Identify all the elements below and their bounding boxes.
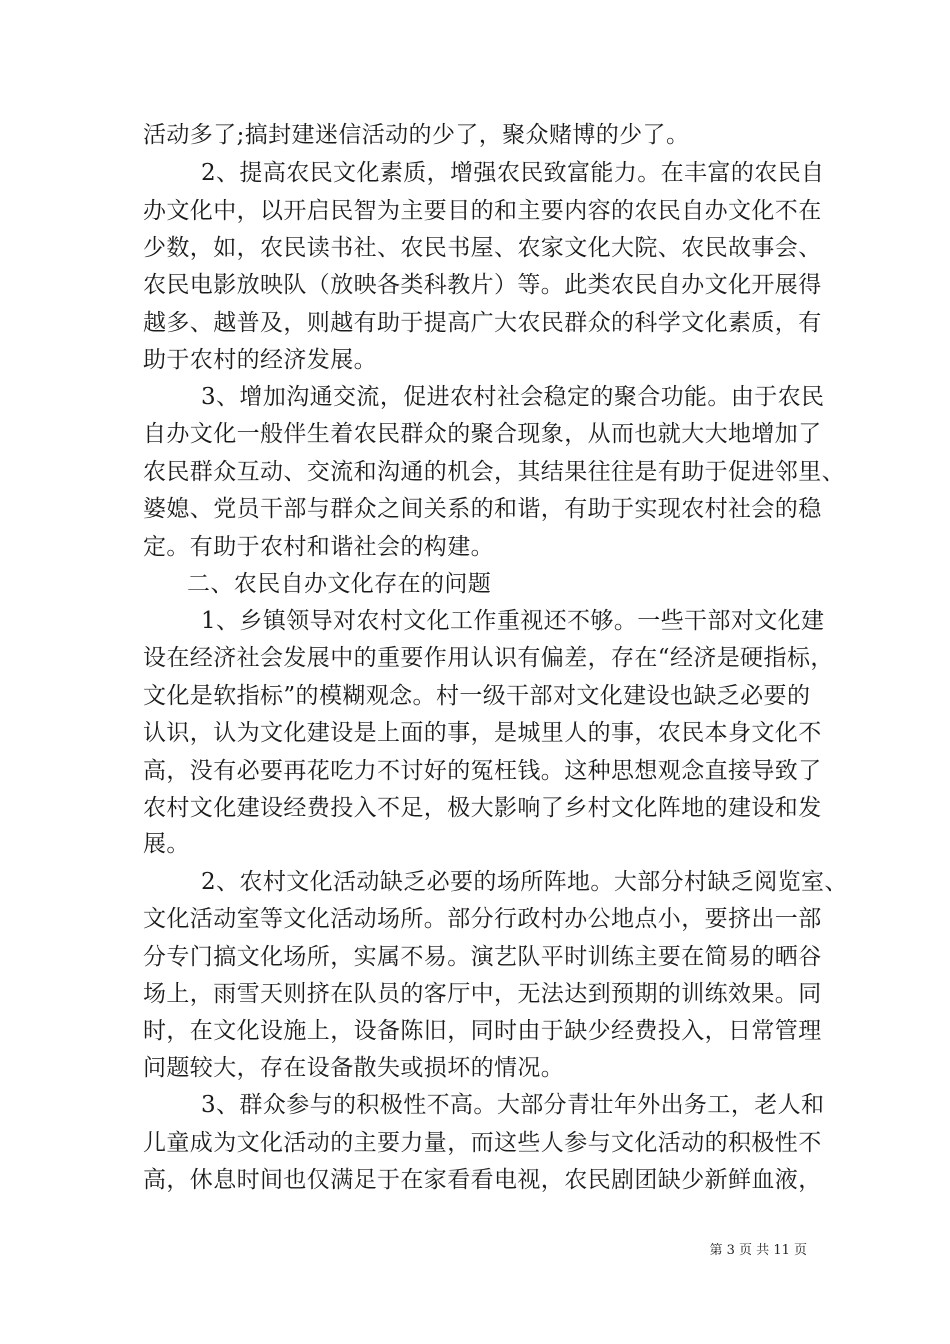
- text-line: 定。有助于农村和谐社会的构建。: [143, 534, 494, 560]
- text-line: 展。: [143, 831, 190, 857]
- text-line: 2、农村文化活动缺乏必要的场所阵地。大部分村缺乏阅览室、: [201, 869, 848, 895]
- text-line: 助于农村的经济发展。: [143, 347, 377, 373]
- text-line: 高，没有必要再花吃力不讨好的冤枉钱。这种思想观念直接导致了: [143, 758, 822, 784]
- text-line: 农民群众互动、交流和沟通的机会，其结果往往是有助于促进邻里、: [143, 459, 845, 485]
- text-line: 越多、越普及，则越有助于提高广大农民群众的科学文化素质，有: [143, 310, 822, 336]
- text-line: 文化活动室等文化活动场所。部分行政村办公地点小，要挤出一部: [143, 906, 822, 932]
- text-line: 办文化中，以开启民智为主要目的和主要内容的农民自办文化不在: [143, 198, 822, 224]
- text-line: 婆媳、党员干部与群众之间关系的和谐，有助于实现农村社会的稳: [143, 496, 822, 522]
- text-line: 认识，认为文化建设是上面的事，是城里人的事，农民本身文化不: [143, 720, 822, 746]
- text-line: 农民电影放映队（放映各类科教片）等。此类农民自办文化开展得: [143, 272, 822, 298]
- text-line: 场上，雨雪天则挤在队员的客厅中，无法达到预期的训练效果。同: [143, 981, 822, 1007]
- text-line: 3、群众参与的积极性不高。大部分青壮年外出务工，老人和: [201, 1092, 825, 1118]
- text-line: 少数，如，农民读书社、农民书屋、农家文化大院、农民故事会、: [143, 235, 822, 261]
- page-number: 第 3 页 共 11 页: [709, 1243, 807, 1258]
- text-line: 1、乡镇领导对农村文化工作重视还不够。一些干部对文化建: [201, 608, 825, 634]
- text-line: 2、提高农民文化素质，增强农民致富能力。在丰富的农民自: [201, 160, 825, 186]
- text-line: 文化是软指标”的模糊观念。村一级干部对文化建设也缺乏必要的: [143, 683, 811, 709]
- text-line: 设在经济社会发展中的重要作用认识有偏差，存在“经济是硬指标，: [143, 645, 834, 671]
- text-line: 活动多了;搞封建迷信活动的少了，聚众赌博的少了。: [143, 122, 690, 148]
- text-line: 农村文化建设经费投入不足，极大影响了乡村文化阵地的建设和发: [143, 795, 822, 821]
- text-line: 时，在文化设施上，设备陈旧，同时由于缺少经费投入，日常管理: [143, 1018, 822, 1044]
- text-line: 问题较大，存在设备散失或损坏的情况。: [143, 1055, 565, 1081]
- text-line: 3、增加沟通交流，促进农村社会稳定的聚合功能。由于农民: [201, 384, 825, 410]
- text-line: 儿童成为文化活动的主要力量，而这些人参与文化活动的积极性不: [143, 1130, 822, 1156]
- text-line: 分专门搞文化场所，实属不易。演艺队平时训练主要在简易的晒谷: [143, 944, 822, 970]
- section-heading: 二、农民自办文化存在的问题: [187, 571, 492, 597]
- text-line: 高，休息时间也仅满足于在家看看电视，农民剧团缺少新鲜血液，: [143, 1167, 822, 1193]
- text-line: 自办文化一般伴生着农民群众的聚合现象，从而也就大大地增加了: [143, 421, 822, 447]
